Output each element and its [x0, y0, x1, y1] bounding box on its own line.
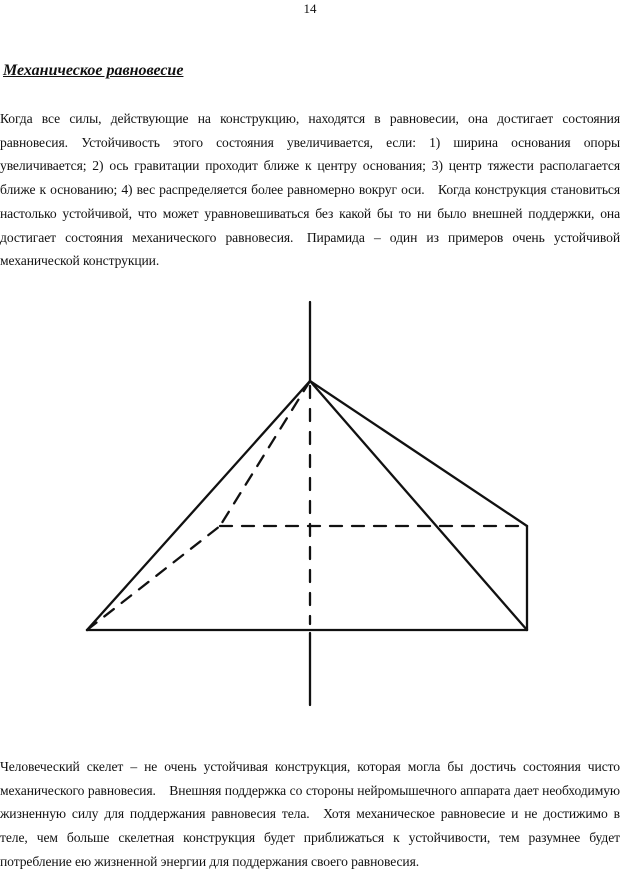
paragraph-skeleton: Человеческий скелет – не очень устойчивая конструкция, которая могла бы достичь состояния чисто механического равновесия. Внешняя поддержка со стороны нейромышечного аппарата дает необходимую жизненную силу для поддержания равновесия тела. Хотя механическое равновесие и не достижимо в теле, чем больше скелетная конструкция будет приближаться к устойчивости, тем разумнее будет потребление ею жизненной энергии для поддержания своего равновесия. [0, 759, 620, 869]
section-title: Механическое равновесие [3, 62, 184, 79]
edge-hidden-apex [220, 381, 310, 526]
page-number: 14 [303, 1, 317, 16]
edge-apex-left [87, 381, 310, 630]
pyramid-figure [70, 295, 550, 715]
edge-hidden-left [87, 526, 220, 630]
paragraph-intro: Когда все силы, действующие на конструкцию, находятся в равновесии, она достигает состояния равновесия. Устойчивость этого состояния увеличивается, если: 1) ширина основания опоры увеличивается; 2) ось гравитации проходит ближе к центру основания; 3) центр тяжести располагается ближе к основанию; 4) вес распределяется более равномерно вокруг оси. Когда конструкция становиться настолько устойчивой, что может уравновешиваться без какой бы то ни было внешней поддержки, она достигает состояния механического равновесия. Пирамида – один из примеров очень устойчивой механической конструкции. [0, 111, 620, 269]
